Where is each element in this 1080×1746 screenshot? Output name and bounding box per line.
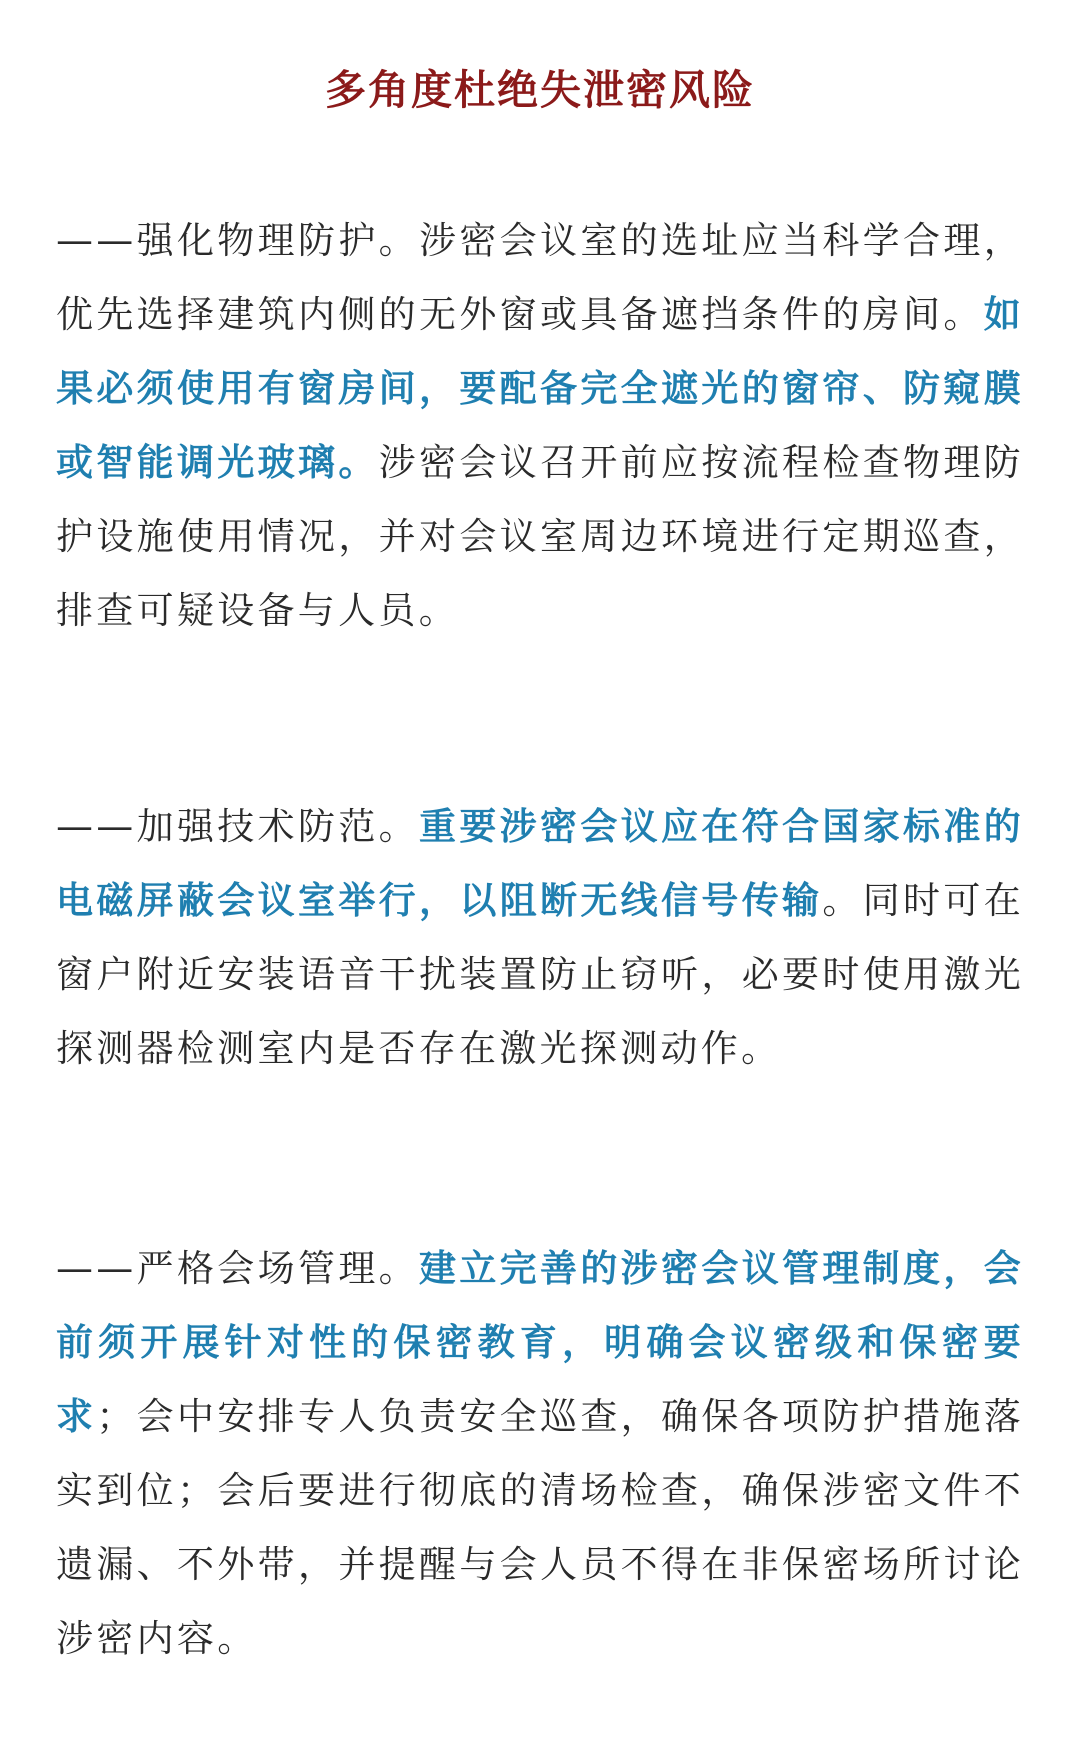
section-tail-text: 涉密会议召开前应按流程检查物理防护设施使用情况，并对会议室周边环境进行定期巡查，排查可疑设备与人员。	[56, 441, 1024, 632]
section-highlight-text: 建立完善的涉密会议管理制度，会前须开展针对性的保密教育，明确会议密级和保密要求	[56, 1247, 1025, 1438]
section-lead-text: ——加强技术防范。	[56, 805, 419, 848]
article-title: 多角度杜绝失泄密风险	[325, 66, 755, 114]
section-tail-text: 。同时可在窗户附近安装语音干扰装置防止窃听，必要时使用激光探测器检测室内是否存在激光探测动作。	[56, 879, 1024, 1070]
section-lead-text: ——严格会场管理。	[56, 1247, 419, 1290]
section-physical-protection	[56, 204, 1024, 648]
section-venue-management	[56, 1232, 1024, 1676]
section-tail-text: ；会中安排专人负责安全巡查，确保各项防护措施落实到位；会后要进行彻底的清场检查，确保涉密文件不遗漏、不外带，并提醒与会人员不得在非保密场所讨论涉密内容。	[56, 1395, 1024, 1660]
section-highlight-text: 重要涉密会议应在符合国家标准的电磁屏蔽会议室举行，以阻断无线信号传输	[56, 805, 1025, 922]
section-lead-text: ——强化物理防护。涉密会议室的选址应当科学合理，优先选择建筑内侧的无外窗或具备遮挡条件的房间。	[56, 219, 1024, 336]
section-highlight-text: 如果必须使用有窗房间，要配备完全遮光的窗帘、防窥膜或智能调光玻璃。	[56, 293, 1024, 484]
section-technical-prevention	[56, 790, 1024, 1086]
